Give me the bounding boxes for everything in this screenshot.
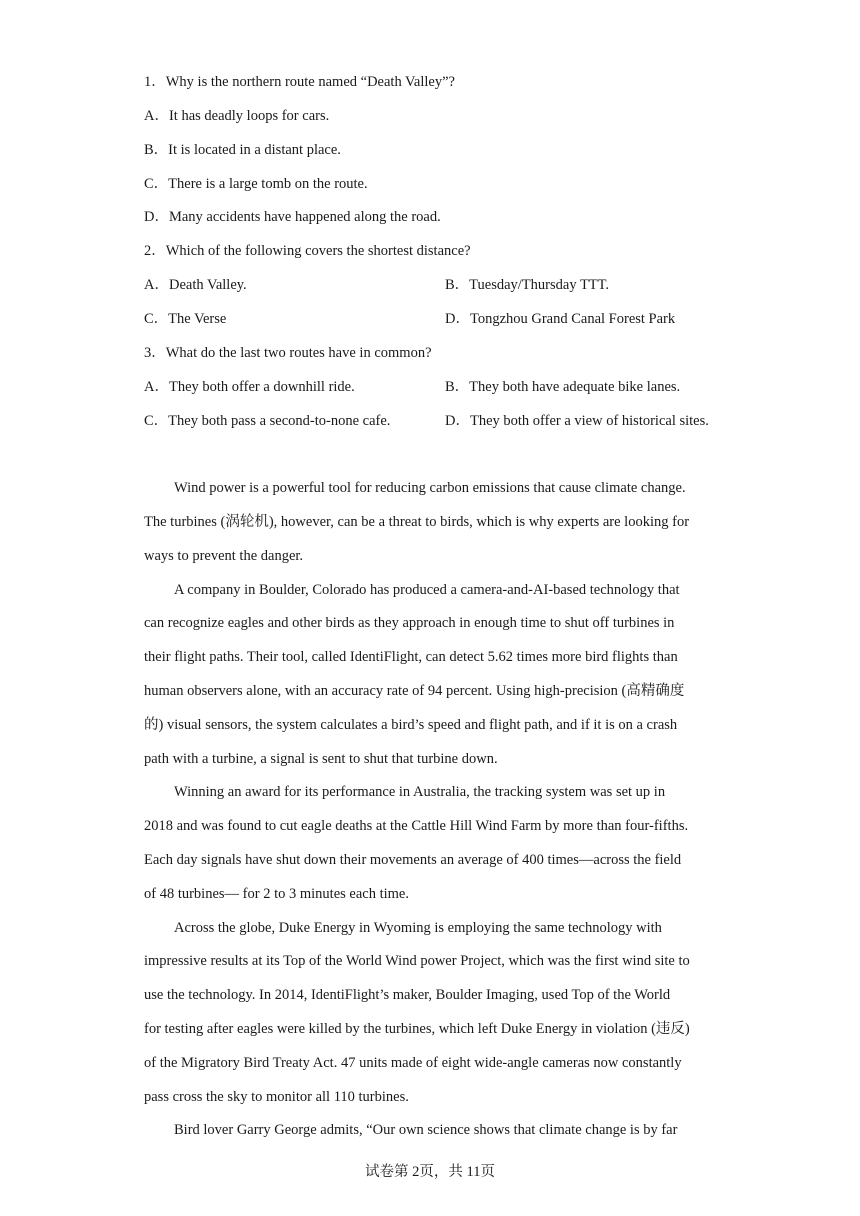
passage-line: 2018 and was found to cut eagle deaths at the Cattle Hill Wind Farm by more than four-fifths. — [144, 818, 689, 834]
passage-line: for testing after eagles were killed by the turbines, which left Duke Energy in violation (违反) — [144, 1021, 690, 1037]
passage-line: Bird lover Garry George admits, “Our own science shows that climate change is by far — [174, 1122, 678, 1138]
question-2-option-d: D．Tongzhou Grand Canal Forest Park — [445, 311, 676, 327]
question-1-stem: 1．Why is the northern route named “Death Valley”? — [144, 74, 455, 90]
passage-line: pass cross the sky to monitor all 110 turbines. — [144, 1089, 409, 1105]
passage-line: Winning an award for its performance in Australia, the tracking system was set up in — [174, 784, 666, 800]
question-1-option-a: A．It has deadly loops for cars. — [144, 108, 330, 124]
passage-line: human observers alone, with an accuracy rate of 94 percent. Using high-precision (高精确度 — [144, 683, 685, 699]
passage-line: of 48 turbines— for 2 to 3 minutes each time. — [144, 886, 409, 902]
question-1-option-d: D．Many accidents have happened along the road. — [144, 209, 441, 225]
question-3-option-d: D．They both offer a view of historical sites. — [445, 413, 709, 429]
passage-line: ways to prevent the danger. — [144, 548, 304, 564]
passage-line: use the technology. In 2014, IdentiFlight’s maker, Boulder Imaging, used Top of the World — [144, 987, 671, 1003]
question-2-option-b: B．Tuesday/Thursday TTT. — [445, 277, 610, 293]
passage-line: Wind power is a powerful tool for reducing carbon emissions that cause climate change. — [174, 480, 686, 496]
page-footer: 试卷第 2页，共 11页 — [365, 1164, 495, 1180]
passage-line: impressive results at its Top of the World Wind power Project, which was the first wind site to — [144, 953, 690, 969]
passage-line: 的) visual sensors, the system calculates a bird’s speed and flight path, and if it is on a crash — [144, 717, 678, 733]
question-3-stem: 3．What do the last two routes have in common? — [144, 345, 432, 361]
question-3-option-a: A．They both offer a downhill ride. — [144, 379, 355, 395]
passage-line: can recognize eagles and other birds as they approach in enough time to shut off turbines in — [144, 615, 675, 631]
question-2-option-c: C．The Verse — [144, 311, 227, 327]
passage-line: The turbines (涡轮机), however, can be a threat to birds, which is why experts are looking for — [144, 514, 690, 530]
question-1-option-c: C．There is a large tomb on the route. — [144, 176, 368, 192]
passage-line: of the Migratory Bird Treaty Act. 47 units made of eight wide-angle cameras now constantly — [144, 1055, 682, 1071]
passage-line: Across the globe, Duke Energy in Wyoming is employing the same technology with — [174, 920, 662, 936]
passage-line: their flight paths. Their tool, called IdentiFlight, can detect 5.62 times more bird flights than — [144, 649, 678, 665]
question-3-option-b: B．They both have adequate bike lanes. — [445, 379, 681, 395]
passage-line: path with a turbine, a signal is sent to shut that turbine down. — [144, 751, 498, 767]
passage-line: Each day signals have shut down their movements an average of 400 times—across the field — [144, 852, 682, 868]
question-1-option-b: B．It is located in a distant place. — [144, 142, 341, 158]
passage-line: A company in Boulder, Colorado has produced a camera-and-AI-based technology that — [174, 582, 680, 598]
question-2-option-a: A．Death Valley. — [144, 277, 247, 293]
question-3-option-c: C．They both pass a second-to-none cafe. — [144, 413, 391, 429]
question-2-stem: 2．Which of the following covers the shortest distance? — [144, 243, 471, 259]
